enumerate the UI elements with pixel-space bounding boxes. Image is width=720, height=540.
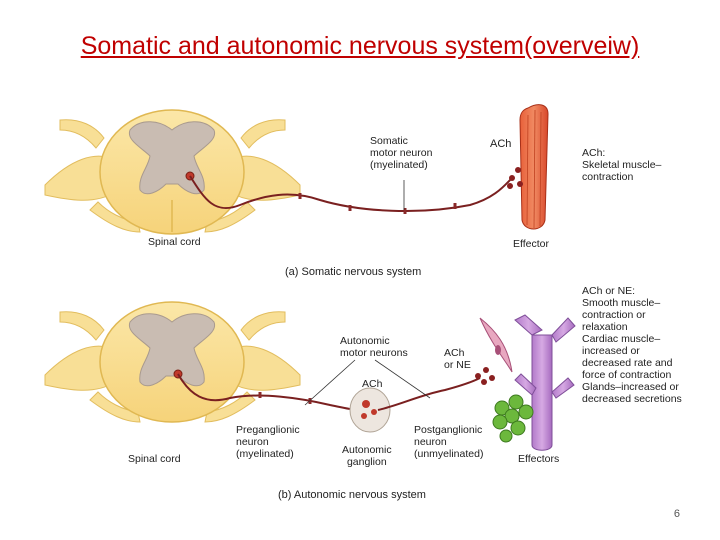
- somatic-caption: (a) Somatic nervous system: [285, 266, 422, 278]
- slide-title: Somatic and autonomic nervous system(overveiw): [80, 32, 640, 60]
- autonomic-ach-ganglion-label: ACh: [362, 378, 383, 390]
- smooth-muscle-cell: [480, 318, 512, 372]
- postganglionic-axon: [378, 378, 480, 410]
- postganglionic-label: Postganglionic neuron (unmyelinated): [414, 424, 484, 460]
- skeletal-muscle: [507, 105, 548, 229]
- autonomic-ach-ne-label: ACh or NE: [444, 347, 471, 371]
- somatic-neuron-label: Somatic motor neuron (myelinated): [370, 135, 433, 171]
- preganglionic-label: Preganglionic neuron (myelinated): [236, 424, 300, 460]
- somatic-ach-label: ACh: [490, 138, 512, 150]
- varicosities: [475, 367, 495, 385]
- cardiac-cells: [493, 395, 533, 442]
- autonomic-motor-neurons-label: Autonomic motor neurons: [340, 335, 408, 359]
- effectors-label: Effectors: [518, 453, 560, 465]
- somatic-effect-label: ACh: Skeletal muscle– contraction: [582, 147, 662, 183]
- somatic-spinal-cord: [45, 110, 300, 234]
- page-number: 6: [673, 508, 680, 520]
- somatic-spinal-cord-label: Spinal cord: [148, 236, 201, 248]
- somatic-effector-label: Effector: [513, 238, 549, 250]
- autonomic-caption: (b) Autonomic nervous system: [278, 489, 426, 501]
- ganglion-label: Autonomic ganglion: [342, 444, 392, 468]
- autonomic-effects-label: ACh or NE: Smooth muscle– contraction or relaxation Cardiac muscle– increased or decreased rate and force of contraction Glands–increased or decreased secretions: [582, 285, 682, 405]
- autonomic-spinal-cord-label: Spinal cord: [128, 453, 181, 465]
- autonomic-spinal-cord: [45, 302, 300, 422]
- autonomic-ganglion: [350, 388, 390, 432]
